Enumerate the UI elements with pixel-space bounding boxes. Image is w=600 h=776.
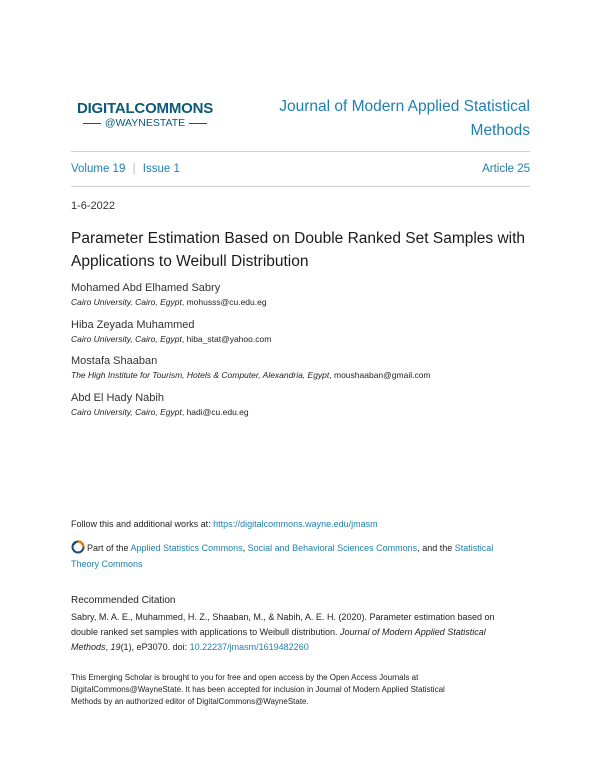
statistical-theory-commons-link-a[interactable]: Statistical — [454, 543, 494, 553]
author-affiliation: Cairo University, Cairo, Egypt, hadi@cu.edu.eg — [71, 407, 249, 417]
volume-link[interactable]: Volume 19 — [71, 163, 126, 175]
citation-line2: double ranked set samples with applications to Weibull distribution. Journal of Modern Applied Statistical — [71, 627, 486, 637]
follow-text: Follow this and additional works at: — [71, 519, 214, 529]
citation-line1: Sabry, M. A. E., Muhammed, H. Z., Shaaban, M., & Nabih, A. E. H. (2020). Parameter estimation based on — [71, 612, 495, 622]
author-affiliation: The High Institute for Tourism, Hotels & Computer, Alexandria, Egypt, moushaaban@gmail.com — [71, 370, 431, 380]
citation-line3: Methods, 19(1), eP3070. doi: 10.22237/jmasm/1619482260 — [71, 642, 309, 652]
issue-divider — [71, 186, 530, 187]
citation-text — [71, 610, 541, 655]
author-name[interactable]: Mohamed Abd Elhamed Sabry — [71, 282, 221, 294]
publication-date: 1-6-2022 — [71, 200, 116, 212]
applied-statistics-commons-link[interactable]: Applied Statistics Commons — [130, 543, 243, 553]
footer-line3: Methods by an authorized editor of DigitalCommons@WayneState. — [71, 697, 309, 706]
part-of-disciplines — [71, 540, 541, 572]
logo-left-rule — [83, 123, 101, 124]
volume-separator: | — [132, 163, 136, 175]
social-behavioral-sciences-link[interactable]: Social and Behavioral Sciences Commons — [247, 543, 418, 553]
recommended-citation-heading: Recommended Citation — [71, 595, 176, 606]
top-divider — [71, 151, 530, 152]
doi-link[interactable]: 10.22237/jmasm/1619482260 — [189, 642, 309, 652]
part-of-prefix: Part of the — [87, 543, 131, 553]
logo-top-text: DIGITALCOMMONS — [76, 100, 214, 117]
open-access-notice — [71, 672, 541, 708]
author-name[interactable]: Mostafa Shaaban — [71, 355, 158, 367]
title-line2: Applications to Weibull Distribution — [71, 253, 309, 270]
author-block-2 — [71, 319, 271, 344]
journal-title-line2: Methods — [470, 122, 530, 139]
digital-commons-logo[interactable] — [76, 101, 214, 129]
author-block-4 — [71, 392, 249, 417]
volume-issue — [71, 163, 180, 175]
logo-bottom-text: @WAYNESTATE — [104, 117, 186, 129]
author-block-1 — [71, 282, 267, 307]
article-title — [71, 227, 541, 273]
article-link[interactable]: Article 25 — [482, 163, 530, 175]
separator: , and the — [417, 543, 455, 553]
journal-title-line1: Journal of Modern Applied Statistical — [279, 98, 530, 115]
title-line1: Parameter Estimation Based on Double Ranked Set Samples with — [71, 230, 526, 247]
author-affiliation: Cairo University, Cairo, Egypt, hiba_stat@yahoo.com — [71, 334, 272, 344]
statistical-theory-commons-link-b[interactable]: Theory Commons — [71, 559, 143, 569]
author-affiliation: Cairo University, Cairo, Egypt, mohusss@cu.edu.eg — [71, 297, 267, 307]
open-access-icon — [71, 540, 85, 554]
author-name[interactable]: Abd El Hady Nabih — [71, 392, 164, 404]
footer-line2: DigitalCommons@WayneState. It has been accepted for inclusion in Journal of Modern Applied Statistical — [71, 685, 445, 694]
footer-line1: This Emerging Scholar is brought to you for free and open access by the Open Access Journals at — [71, 673, 419, 682]
issue-link[interactable]: Issue 1 — [142, 163, 180, 175]
logo-right-rule — [189, 123, 207, 124]
author-name[interactable]: Hiba Zeyada Muhammed — [71, 319, 195, 331]
separator: , — [242, 543, 248, 553]
follow-line — [71, 519, 378, 529]
author-block-3 — [71, 355, 431, 380]
journal-title-link[interactable] — [230, 95, 530, 143]
logo-bottom-row — [76, 117, 214, 129]
repository-link[interactable]: https://digitalcommons.wayne.edu/jmasm — [213, 519, 378, 529]
